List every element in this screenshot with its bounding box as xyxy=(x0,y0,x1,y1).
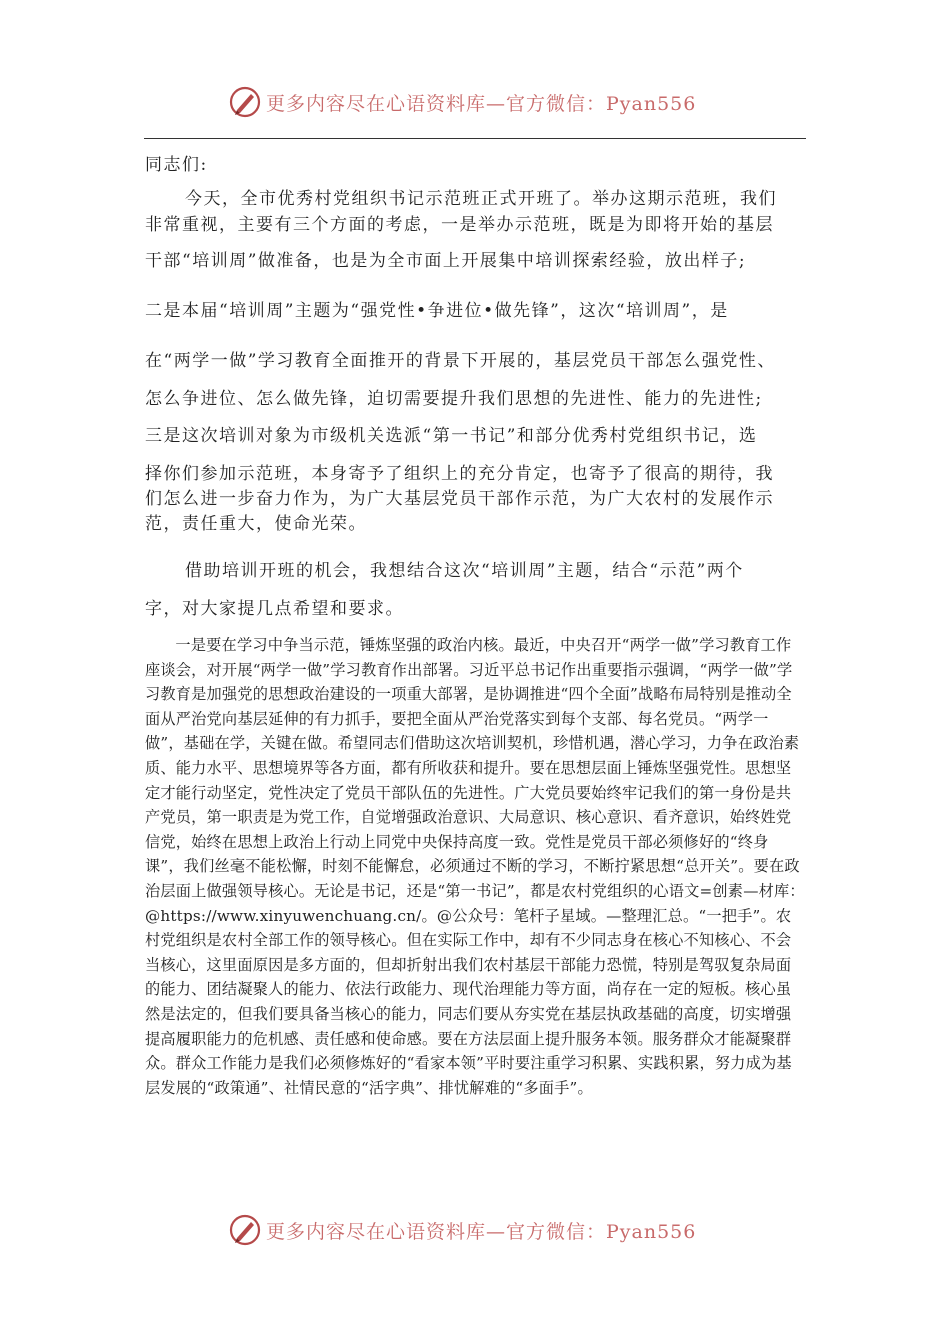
body-line: 非常重视，主要有三个方面的考虑，一是举办示范班，既是为即将开始的基层 xyxy=(145,215,774,235)
body-line: 怎么争进位、怎么做先锋，迫切需要提升我们思想的先进性、能力的先进性; xyxy=(145,389,763,409)
pen-circle-icon xyxy=(228,85,262,119)
banner-text: 更多内容尽在心语资料库—官方微信：Pyan556 xyxy=(266,92,697,115)
header-rule xyxy=(144,138,806,139)
body-line: 今天，全市优秀村党组织书记示范班正式开班了。举办这期示范班，我们 xyxy=(185,189,777,209)
body-line: 范，责任重大，使命光荣。 xyxy=(145,514,367,534)
body-line: 干部“培训周”做准备，也是为全市面上开展集中培训探索经验，放出样子; xyxy=(145,251,747,271)
pen-circle-icon xyxy=(228,1213,262,1247)
body-line: 借助培训开班的机会，我想结合这次“培训周”主题，结合“示范”两个 xyxy=(185,561,744,581)
footer-banner xyxy=(228,1212,748,1248)
banner-text: 更多内容尽在心语资料库—官方微信：Pyan556 xyxy=(266,1220,697,1243)
body-line: 择你们参加示范班，本身寄予了组织上的充分肯定，也寄予了很高的期待，我 xyxy=(145,464,774,484)
body-line: 二是本届“培训周”主题为“强党性•争进位•做先锋”，这次“培训周”，是 xyxy=(145,301,729,321)
body-line: 三是这次培训对象为市级机关选派“第一书记”和部分优秀村党组织书记，选 xyxy=(145,426,758,446)
greeting: 同志们: xyxy=(145,155,208,175)
body-paragraph: 一是要在学习中争当示范，锤炼坚强的政治内核。最近，中央召开“两学一做”学习教育工作座谈会，对开展“两学一做”学习教育作出部署。习近平总书记作出重要指示强调，“两学一做”学习教育是加强党的思想政治建设的一项重大部署，是协调推进“四个全面”战略布局特别是推动全面从严治党向基层延伸的有力抓手，要把全面从严治党落实到每个支部、每名党员。“两学一做”，基础在学，关键在做。希望同志们借助这次培训契机，珍惜机遇，潜心学习，力争在政治素质、能力水平、思想境界等各方面，都有所收获和提升。要在思想层面上锤炼坚强党性。思想坚定才能行动坚定，党性决定了党员干部队伍的先进性。广大党员要始终牢记我们的第一身份是共产党员，第一职责是为党工作，自觉增强政治意识、大局意识、核心意识、看齐意识，始终姓党信党，始终在思想上政治上行动上同党中央保持高度一致。党性是党员干部必须修好的“终身课”，我们丝毫不能松懈，时刻不能懈怠，必须通过不断的学习，不断拧紧思想“总开关”。要在政治层面上做强领导核心。无论是书记，还是“第一书记”，都是农村党组织的心语文=创素—材库：@https://www.xinyuwenchuang.cn/。@公众号：笔杆子星域。—整理汇总。“一把手”。农村党组织是农村全部工作的领导核心。但在实际工作中，却有不少同志身在核心不知核心、不会当核心，这里面原因是多方面的，但却折射出我们农村基层干部能力恐慌，特别是驾驭复杂局面的能力、团结凝聚人的能力、依法行政能力、现代治理能力等方面，尚存在一定的短板。核心虽然是法定的，但我们要具备当核心的能力，同志们要从夯实党在基层执政基础的高度，切实增强提高履职能力的危机感、责任感和使命感。要在方法层面上提升服务本领。服务群众才能凝聚群众。群众工作能力是我们必须修炼好的“看家本领”平时要注重学习积累、实践积累，努力成为基层发展的“政策通”、社情民意的“活字典”、排忧解难的“多面手”。 xyxy=(145,636,805,1097)
body-line: 在“两学一做”学习教育全面推开的背景下开展的，基层党员干部怎么强党性、 xyxy=(145,351,776,371)
body-line: 们怎么进一步奋力作为，为广大基层党员干部作示范，为广大农村的发展作示 xyxy=(145,489,774,509)
header-banner xyxy=(228,84,748,120)
body-line: 字，对大家提几点希望和要求。 xyxy=(145,599,404,619)
